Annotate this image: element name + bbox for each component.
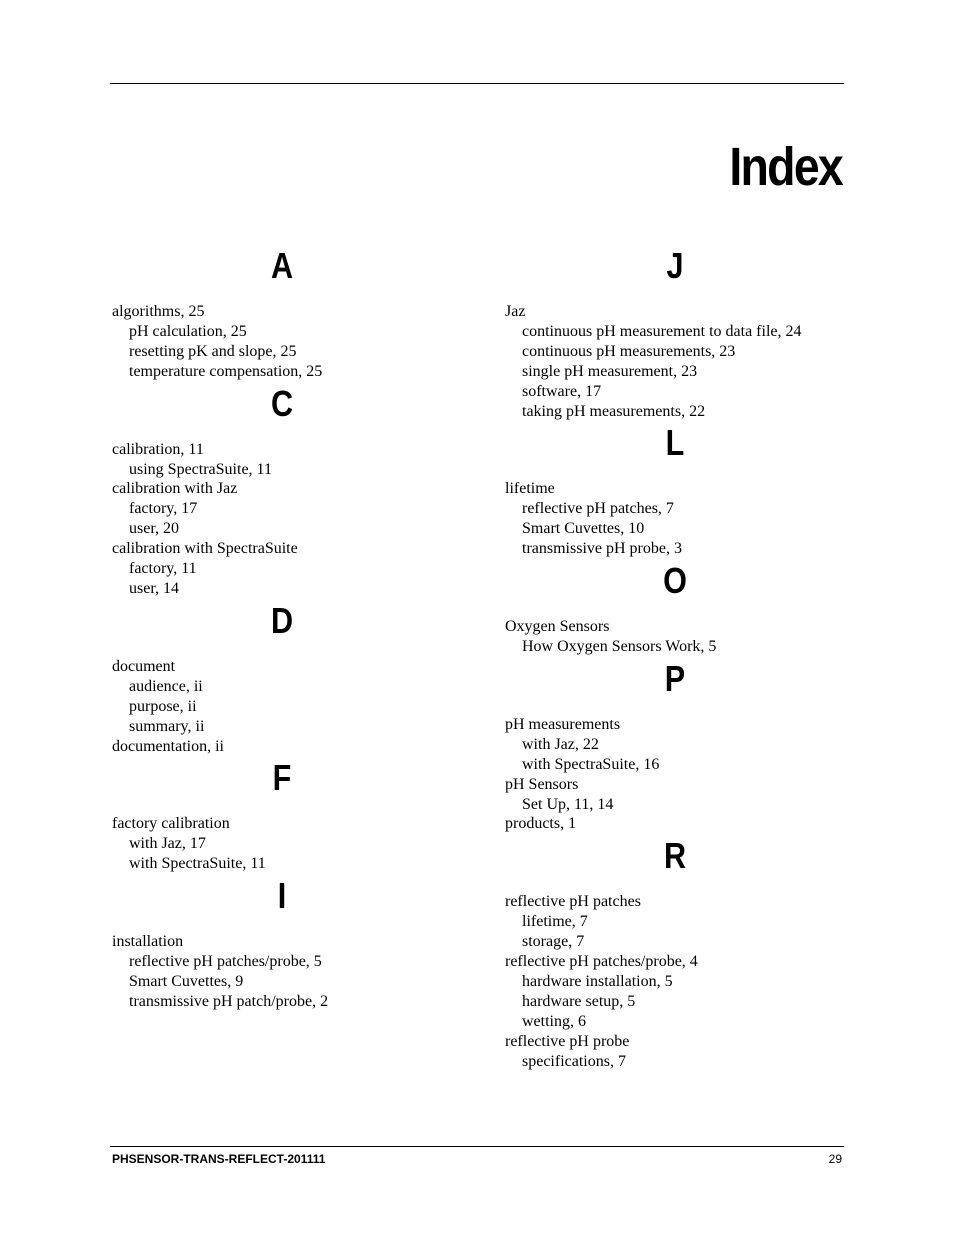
index-entry: reflective pH patches/probe, 4 [505, 953, 698, 971]
index-subentry: lifetime, 7 [522, 913, 588, 931]
index-subentry: Smart Cuvettes, 10 [522, 520, 645, 538]
index-entry: products, 1 [505, 815, 577, 833]
index-section [112, 244, 452, 382]
index-subentry: Smart Cuvettes, 9 [129, 972, 244, 990]
index-section [112, 599, 452, 757]
index-subentry: transmissive pH probe, 3 [522, 540, 682, 558]
index-subentry: continuous pH measurement to data file, 24 [522, 322, 802, 340]
section-letter: J [666, 245, 684, 286]
index-subentry: audience, ii [129, 677, 203, 695]
index-subentry: software, 17 [522, 382, 602, 400]
index-subentry: taking pH measurements, 22 [522, 402, 706, 420]
index-subentry: summary, ii [129, 717, 205, 735]
header-rule [110, 83, 844, 84]
index-subentry: user, 14 [129, 579, 180, 597]
section-letter: O [663, 560, 687, 602]
index-column-right [505, 244, 845, 1071]
section-letter: P [664, 657, 686, 699]
index-entry: algorithms, 25 [112, 303, 205, 320]
index-subentry: single pH measurement, 23 [522, 362, 698, 380]
index-entry: calibration with SpectraSuite [112, 540, 298, 558]
section-letter: R [663, 835, 687, 877]
index-section [112, 874, 452, 1012]
index-section [505, 244, 845, 421]
page-title: Index [729, 137, 842, 197]
index-section [112, 756, 452, 874]
index-entry: Jaz [505, 303, 526, 320]
index-entry: factory calibration [112, 815, 230, 833]
index-entry: pH Sensors [505, 775, 579, 793]
section-letter: F [272, 757, 292, 799]
index-subentry: wetting, 6 [522, 1012, 586, 1030]
index-subentry: temperature compensation, 25 [129, 362, 323, 380]
section-letter: C [270, 382, 294, 424]
footer-doc-id: PHSENSOR-TRANS-REFLECT-201111 [112, 1152, 326, 1166]
index-entry: document [112, 657, 176, 675]
index-column-left [112, 244, 452, 1012]
index-entry: reflective pH patches [505, 893, 641, 911]
index-entry: calibration with Jaz [112, 480, 238, 498]
index-entry: pH measurements [505, 715, 621, 733]
index-entry: calibration, 11 [112, 440, 204, 458]
section-letter: L [665, 422, 685, 464]
index-subentry: factory, 11 [129, 560, 197, 578]
index-subentry: pH calculation, 25 [129, 322, 247, 340]
index-subentry: storage, 7 [522, 933, 585, 951]
index-entry: Oxygen Sensors [505, 618, 610, 636]
section-letter: A [270, 245, 294, 286]
index-subentry: hardware setup, 5 [522, 992, 636, 1010]
index-entry: reflective pH probe [505, 1032, 630, 1050]
index-subentry: with Jaz, 17 [129, 835, 206, 853]
index-subentry: purpose, ii [129, 697, 197, 715]
index-subentry: user, 20 [129, 520, 180, 538]
index-section [112, 382, 452, 599]
section-letter: D [270, 599, 294, 641]
index-entry: installation [112, 933, 184, 951]
index-subentry: using SpectraSuite, 11 [129, 460, 272, 478]
index-subentry: continuous pH measurements, 23 [522, 342, 736, 360]
index-subentry: reflective pH patches, 7 [522, 500, 674, 518]
index-subentry: with SpectraSuite, 16 [522, 755, 660, 773]
index-subentry: How Oxygen Sensors Work, 5 [522, 637, 717, 655]
index-section [505, 657, 845, 834]
index-subentry: hardware installation, 5 [522, 972, 673, 990]
footer-rule [110, 1146, 844, 1147]
index-subentry: with Jaz, 22 [522, 735, 599, 753]
index-subentry: reflective pH patches/probe, 5 [129, 953, 322, 971]
index-subentry: specifications, 7 [522, 1052, 626, 1070]
index-entry: documentation, ii [112, 737, 224, 755]
index-section [505, 834, 845, 1071]
index-subentry: resetting pK and slope, 25 [129, 342, 297, 360]
section-letter: I [277, 875, 287, 917]
index-section [505, 559, 845, 657]
index-subentry: Set Up, 11, 14 [522, 795, 614, 813]
index-entry: lifetime [505, 480, 555, 498]
index-section [505, 421, 845, 559]
index-subentry: transmissive pH patch/probe, 2 [129, 992, 329, 1010]
index-subentry: factory, 17 [129, 500, 198, 518]
footer-page-number: 29 [828, 1152, 842, 1166]
index-subentry: with SpectraSuite, 11 [129, 855, 266, 873]
